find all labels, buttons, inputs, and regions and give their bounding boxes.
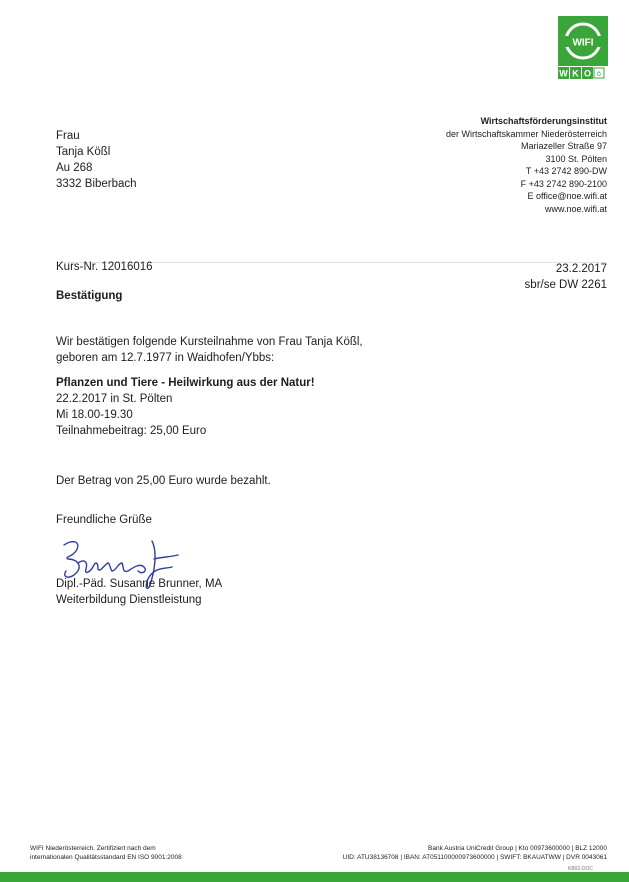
wifi-wko-logo [558,16,608,80]
recipient-address [56,128,137,192]
course-number: Kurs-Nr. 12016016 [56,261,153,273]
footer-green-bar [0,872,629,882]
footer-certification [30,844,182,862]
sender-phone: T +43 2742 890-DW [525,166,607,176]
course-date-location: 22.2.2017 in St. Pölten [56,393,173,405]
logo-letter-w: W [559,68,568,79]
logo-wifi-text: WIFI [572,37,594,49]
sender-website: www.noe.wifi.at [544,203,607,214]
footer-uid-line: UID: ATU38136708 | IBAN: AT051100000973600000 | SWIFT: BKAUATWW | DVR 0043061 [342,854,607,861]
recipient-street: Au 268 [56,162,93,174]
letter-subject: Bestätigung [56,290,123,302]
recipient-name: Tanja Kößl [56,146,111,158]
closing-greeting: Freundliche Grüße [56,514,152,526]
course-details [56,375,315,439]
footer-doc-code: KB02-DOC [567,866,593,872]
sender-org: Wirtschaftsförderungsinstitut [480,116,607,126]
signer-name: Dipl.-Päd. Susanne Brunner, MA [56,578,223,590]
signer-department: Weiterbildung Dienstleistung [56,594,202,606]
course-time: Mi 18.00-19.30 [56,409,133,421]
sender-line: der Wirtschaftskammer Niederösterreich [445,128,607,139]
reference-sign: sbr/se DW 2261 [524,279,607,291]
signer-block [56,576,222,608]
footer-bank-details [343,844,607,862]
footer-left-line: internationalen Qualitätsstandard EN ISO 9001:2008 [30,854,182,861]
letter-date: 23.2.2017 [555,263,607,275]
course-fee: Teilnahmebeitrag: 25,00 Euro [56,425,207,437]
sender-city: 3100 St. Pölten [545,153,607,164]
course-title: Pflanzen und Tiere - Heilwirkung aus der Natur! [56,377,315,389]
payment-statement: Der Betrag von 25,00 Euro wurde bezahlt. [56,475,271,487]
logo-letter-o: O [583,68,592,79]
intro-paragraph [56,334,363,366]
logo-small-mark: ö [597,71,601,78]
intro-line: Wir bestätigen folgende Kursteilnahme von Frau Tanja Kößl, [56,336,363,348]
logo-letter-k: K [572,68,579,79]
recipient-city: 3332 Biberbach [56,178,137,190]
reference-block [525,261,607,293]
intro-line: geboren am 12.7.1977 in Waidhofen/Ybbs: [56,352,275,364]
sender-address [446,115,607,215]
footer-left-line: WIFI Niederösterreich. Zertifiziert nach dem [30,845,156,852]
recipient-salutation: Frau [56,130,80,142]
sender-fax: F +43 2742 890-2100 [520,178,607,189]
sender-street: Mariazeller Straße 97 [520,141,607,151]
sender-email: E office@noe.wifi.at [527,191,607,201]
footer-bank-line: Bank Austria UniCredit Group | Kto 00973600000 | BLZ 12000 [428,845,607,852]
